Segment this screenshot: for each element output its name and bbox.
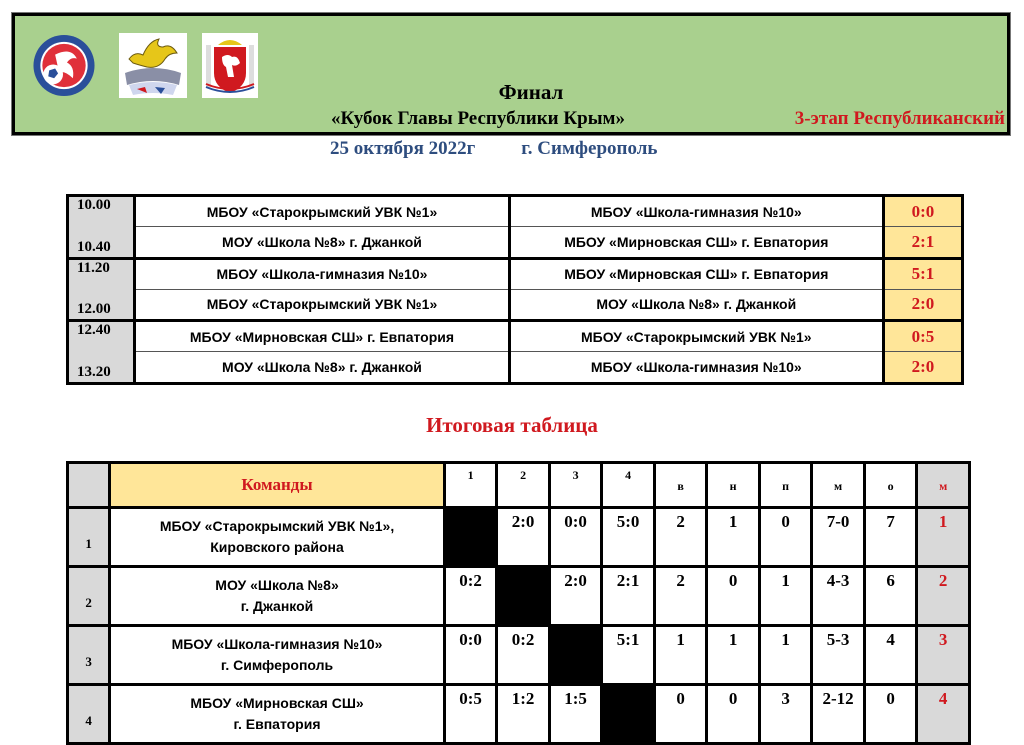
result-cell: 1:2 xyxy=(497,685,550,744)
match-score: 5:1 xyxy=(883,258,962,289)
result-cell: 5:1 xyxy=(602,626,655,685)
draws: 1 xyxy=(707,626,760,685)
draws: 0 xyxy=(707,567,760,626)
header-num xyxy=(68,463,110,508)
goals: 5-3 xyxy=(812,626,865,685)
result-self xyxy=(549,626,602,685)
result-cell: 0:5 xyxy=(444,685,497,744)
result-cell: 5:0 xyxy=(602,508,655,567)
away-team: МБОУ «Школа-гимназия №10» xyxy=(509,352,883,384)
title-final: Финал xyxy=(498,80,564,104)
points: 0 xyxy=(864,685,917,744)
time-end: 13.20 xyxy=(68,352,135,384)
wins: 2 xyxy=(654,567,707,626)
match-schedule-table xyxy=(66,194,964,385)
losses: 1 xyxy=(759,626,812,685)
match-score: 2:1 xyxy=(883,227,962,259)
losses: 3 xyxy=(759,685,812,744)
wins: 0 xyxy=(654,685,707,744)
team-name xyxy=(110,685,445,744)
team-name-line2: г. Евпатория xyxy=(233,716,321,732)
team-name-line2: г. Симферополь xyxy=(220,657,334,673)
team-name-line1: МОУ «Школа №8» xyxy=(215,577,339,593)
team-name xyxy=(110,626,445,685)
losses: 1 xyxy=(759,567,812,626)
time-start: 10.00 xyxy=(68,196,135,227)
wins: 1 xyxy=(654,626,707,685)
header-opponent-1: 1 xyxy=(444,463,497,508)
result-cell: 2:0 xyxy=(497,508,550,567)
place: 1 xyxy=(917,508,970,567)
result-cell: 0:2 xyxy=(497,626,550,685)
standings-header-row xyxy=(68,463,970,508)
points: 7 xyxy=(864,508,917,567)
result-self xyxy=(444,508,497,567)
standings-title: Итоговая таблица xyxy=(426,413,598,437)
away-team: МБОУ «Мирновская СШ» г. Евпатория xyxy=(509,258,883,289)
place: 2 xyxy=(917,567,970,626)
team-number: 4 xyxy=(68,685,110,744)
cup-name: «Кубок Главы Республики Крым» xyxy=(331,108,625,129)
wins: 2 xyxy=(654,508,707,567)
stage-label: 3-этап Республиканский xyxy=(794,108,1005,129)
team-name-line1: МБОУ «Старокрымский УВК №1», xyxy=(159,518,395,534)
home-team: МОУ «Школа №8» г. Джанкой xyxy=(135,352,509,384)
table-row xyxy=(68,685,970,744)
result-cell: 2:0 xyxy=(549,567,602,626)
team-name-line2: г. Джанкой xyxy=(240,598,314,614)
team-number: 3 xyxy=(68,626,110,685)
home-team: МОУ «Школа №8» г. Джанкой xyxy=(135,227,509,259)
header-place: м xyxy=(917,463,970,508)
time-end: 10.40 xyxy=(68,227,135,259)
result-self xyxy=(497,567,550,626)
place: 3 xyxy=(917,626,970,685)
home-team: МБОУ «Старокрымский УВК №1» xyxy=(135,196,509,227)
team-name xyxy=(110,508,445,567)
result-cell: 0:0 xyxy=(444,626,497,685)
header-points: о xyxy=(864,463,917,508)
result-cell: 0:2 xyxy=(444,567,497,626)
away-team: МБОУ «Мирновская СШ» г. Евпатория xyxy=(509,227,883,259)
away-team: МБОУ «Старокрымский УВК №1» xyxy=(509,321,883,352)
team-name xyxy=(110,567,445,626)
match-score: 2:0 xyxy=(883,289,962,321)
header-draws: н xyxy=(707,463,760,508)
team-number: 1 xyxy=(68,508,110,567)
header-opponent-4: 4 xyxy=(602,463,655,508)
header-opponent-2: 2 xyxy=(497,463,550,508)
time-start: 11.20 xyxy=(68,258,135,289)
draws: 1 xyxy=(707,508,760,567)
table-row xyxy=(68,626,970,685)
away-team: МОУ «Школа №8» г. Джанкой xyxy=(509,289,883,321)
home-team: МБОУ «Мирновская СШ» г. Евпатория xyxy=(135,321,509,352)
standings-table xyxy=(66,461,971,745)
result-cell: 1:5 xyxy=(549,685,602,744)
draws: 0 xyxy=(707,685,760,744)
time-start: 12.40 xyxy=(68,321,135,352)
home-team: МБОУ «Старокрымский УВК №1» xyxy=(135,289,509,321)
goals: 4-3 xyxy=(812,567,865,626)
table-row xyxy=(68,227,963,259)
table-row xyxy=(68,352,963,384)
place: 4 xyxy=(917,685,970,744)
event-date: 25 октября 2022г xyxy=(330,138,476,159)
team-name-line2: Кировского района xyxy=(210,539,344,555)
losses: 0 xyxy=(759,508,812,567)
header-wins: в xyxy=(654,463,707,508)
table-row xyxy=(68,508,970,567)
table-row xyxy=(68,289,963,321)
result-cell: 0:0 xyxy=(549,508,602,567)
points: 4 xyxy=(864,626,917,685)
header-opponent-3: 3 xyxy=(549,463,602,508)
goals: 7-0 xyxy=(812,508,865,567)
table-row xyxy=(68,321,963,352)
header-goals: м xyxy=(812,463,865,508)
match-score: 2:0 xyxy=(883,352,962,384)
event-city: г. Симферополь xyxy=(521,138,658,159)
away-team: МБОУ «Школа-гимназия №10» xyxy=(509,196,883,227)
table-row xyxy=(68,258,963,289)
points: 6 xyxy=(864,567,917,626)
team-name-line1: МБОУ «Мирновская СШ» xyxy=(190,695,364,711)
table-row xyxy=(68,196,963,227)
home-team: МБОУ «Школа-гимназия №10» xyxy=(135,258,509,289)
header-banner xyxy=(12,13,1010,135)
match-score: 0:5 xyxy=(883,321,962,352)
time-end: 12.00 xyxy=(68,289,135,321)
goals: 2-12 xyxy=(812,685,865,744)
header-losses: п xyxy=(759,463,812,508)
table-row xyxy=(68,567,970,626)
header-teams: Команды xyxy=(110,463,445,508)
team-name-line1: МБОУ «Школа-гимназия №10» xyxy=(171,636,383,652)
team-number: 2 xyxy=(68,567,110,626)
result-cell: 2:1 xyxy=(602,567,655,626)
match-score: 0:0 xyxy=(883,196,962,227)
result-self xyxy=(602,685,655,744)
date-location xyxy=(330,138,657,160)
